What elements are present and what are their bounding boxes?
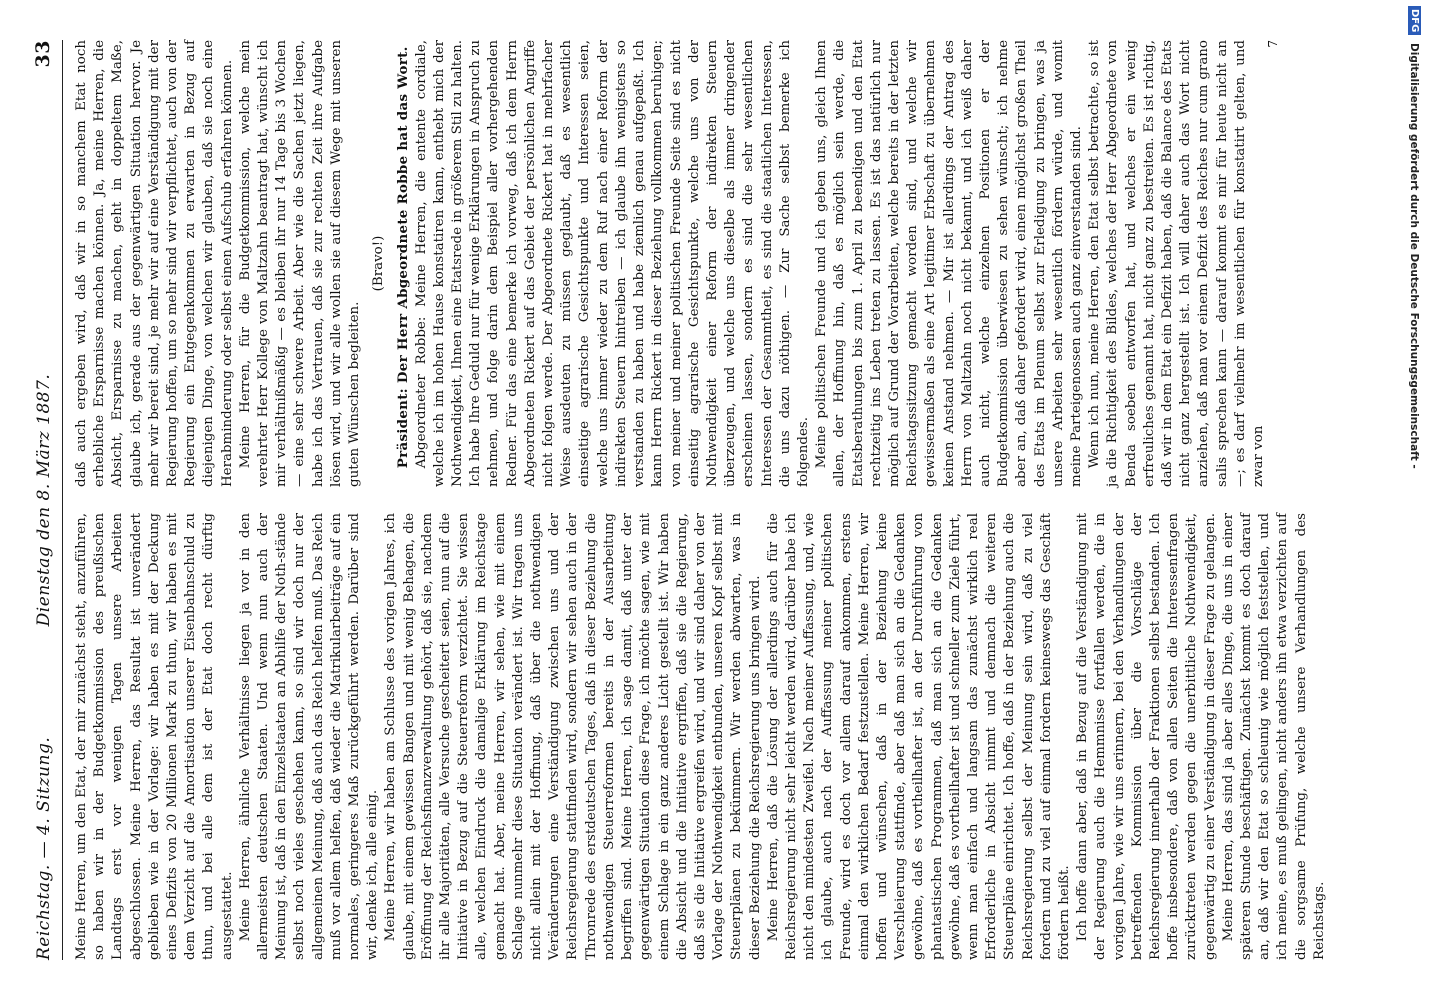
paragraph: Meine Herren, das sind ja aber alles Dinge, die uns in einer späteren Stunde beschäftigen. Zunächst kommt es doch darauf an, daß wir den Etat so schleunig wie möglich feststellen, und ich meine, es muß gelingen, nicht anders ihn etwa verzichten auf die sorgsame Prüfung, welche unsere Verhandlungen des Reichstags. [1220,513,1327,960]
applause-note: (Bravo!) [371,235,387,292]
session-date: Dienstag den 8. März 1887. [34,373,54,627]
digitization-watermark [1402,0,1428,1000]
paragraph: Meine Herren, wir haben am Schlusse des vorigen Jahres, ich glaube, mit einem gewissen Bangen und mit wenig Behagen, die Eröffnung der Reichsfinanzverwaltung gehört, daß sie, nachdem ihr alle Majoritäten, alle Versuche gescheitert seien, nun auf die Initiative in Bezug auf die Steuerreform verzichtet. Sie wissen alle, welchen Eindruck die damalige Erklärung im Reichstage gemacht hat. Aber, meine Herren, wir sehen, wie mit einem Schlage nunmehr diese Situation verändert ist. Wir tragen uns nicht allein mit der Hoffnung, daß über die nothwendigen Veränderungen eine Verständigung zwischen uns und der Reichsregierung stattfinden wird, sondern wir sehen auch in der Thronrede des erstdeutschen Tages, daß in dieser Beziehung die nothwendigen Steuerreformen bereits in der Ausarbeitung begriffen sind. Meine Herren, ich sage damit, daß unter der gegenwärtigen Situation diese Frage, ich möchte sagen, wie mit einem Schlage in ein ganz anderes Licht gestellt ist. Wir haben die Absicht und die Initiative ergriffen, daß sie die Regierung, daß sie die Initiative ergreifen wird, und wir sind daher von der Vorlage der Nothwendigkeit entbunden, unseren Kopf selbst mit Steuerplänen zu bekümmern. Wir werden abwarten, was in dieser Beziehung die Reichsregierung uns bringen wird. [383,513,763,960]
dfg-logo: DFG [1408,6,1421,35]
paragraph: Wenn ich nun, meine Herren, den Etat selbst betrachte, so ist ja die Richtigkeit des Bildes, welches der Herr Abgeordnete von Benda soeben entworfen hat, und welches er ein wenig erfreuliches genannt hat, nicht ganz zu bestreiten. Es ist richtig, daß wir in dem Etat ein Defizit haben, daß die Balance des Etats nicht ganz hergestellt ist. Ich will daher auch das Wort nicht anziehen, daß man vor einem Defizit des Reiches nur cum grano salis sprechen kann — darauf kommt es mir für heute nicht an —; es darf vielmehr im wesentlichen für konstatirt gelten, und zwar von [1087,40,1266,487]
paragraph: Meine Herren, daß die Lösung der allerdings auch für die Reichsregierung nicht sehr leicht werden wird, darüber habe ich nicht den mindesten Zweifel. Nach meiner Auffassung, und, wie ich glaube, auch nach der Auffassung meiner politischen Freunde, wird es doch vor allem darauf ankommen, erstens einmal den wirklichen Bedarf festzustellen. Meine Herren, wir hoffen und wünschen, daß in der Beziehung keine Verschleierung stattfinde, aber daß man sich an die Gedanken gewöhne, daß es vortheilhafter ist, an der Durchführung von phantastischen Programmen, daß man sich an die Gedanken gewöhne, daß es vortheilhafter ist und schneller zum Ziele führt, wenn man einfach und langsam das zunächst wirklich real Erforderliche in Absicht nimmt und demnach die weiteren Steuerpläne einrichtet. Ich hoffe, daß in der Beziehung auch die Reichsregierung selbst der Meinung sein wird, daß zu viel fordern und zu viel auf einmal fordern keineswegs das Geschäft fördern heißt. [765,513,1072,960]
speaker-intro: Präsident: Der Herr Abgeordnete Robbe hat das Wort. [395,46,412,469]
paragraph: Meine politischen Freunde und ich geben uns, gleich Ihnen allen, der Hoffnung hin, daß es möglich sein werde, die Etatsberathungen bis zum 1. April zu beendigen und den Etat rechtzeitig ins Leben treten zu lassen. Es ist das natürlich nur möglich auf Grund der Vorarbeiten, welche bereits in der letzten Reichstagssitzung gemacht worden sind, und welche wir gewissermaßen als eine Art legitimer Erbschaft zu übernehmen keinen Anstand nehmen. — Mir ist allerdings der Antrag des Herrn von Maltzahn noch nicht bekannt, und ich weiß daher auch nicht, welche einzelnen Positionen er der Budgetkommission überwiesen zu sehen wünscht; ich nehme aber an, daß daher gefordert wird, einen möglichst großen Theil des Etats im Plenum selbst zur Erledigung zu bringen, was ja unsere Arbeiten sehr wesentlich fördern würde, und womit meine Parteigenossen auch ganz einverstanden sind. [814,40,1084,487]
paragraph: Meine Herren, ähnliche Verhältnisse liegen ja vor in den allermeisten deutschen Staaten. Und wenn nun auch der Meinung ist, daß in den Einzelstaaten an Abhilfe der Noth-stände selbst noch vieles geschehen kann, so sind wir doch nur der allgemeinen Meinung, daß auch das Reich helfen muß. Das Reich muß vor allem helfen, daß wieder die Matrikularbeiträge auf ein normales, geringeres Maß zurückgeführt werden. Darüber sind wir, denke ich, alle einig. [237,513,381,960]
page-header [30,40,63,960]
running-title: Reichstag. — 4. Sitzung. [34,736,54,960]
paragraph: Meine Herren, für die Budgetkommission, welche mein verehrter Herr Kollege von Maltzahn beantragt hat, wünscht ich mir verhältnißmäßig — es bleiben ihr nur 14 Tage bis 3 Wochen — eine sehr schwere Arbeit. Aber wie die Sachen jetzt liegen, habe ich das Vertrauen, daß sie zur rechten Zeit ihre Aufgabe lösen wird, und wir alle wollen sie auf diesem Wege mit unseren guten Wünschen begleiten. [237,40,363,487]
left-column [73,513,1329,960]
watermark-text: Digitalisierung gefördert durch die Deutsche Forschungsgemeinschaft - [1408,43,1420,469]
paragraph: Ich hoffe dann aber, daß in Bezug auf die Verständigung mit der Regierung auch die Hemmnisse fortfallen werden, die in vorigen Jahre, wie wir uns erinnern, bei den Verhandlungen der betreffenden Kommission über die Vorschläge der Reichsregierung innerhalb der Fraktionen selbst bestanden. Ich hoffe insbesondere, daß von allen Seiten die Interessenfragen zurücktreten werden gegen die unerbittliche Nothwendigkeit, gegenwärtig zu einer Verständigung in dieser Frage zu gelangen. [1075,513,1218,960]
sheet-signature: 7 [1266,40,1281,48]
watermark-text-block [1408,6,1421,469]
page-number: 33 [32,40,54,68]
right-column [73,40,1329,487]
paragraph: daß auch ergeben wird, daß wir in so manchem Etat noch erhebliche Ersparnisse machen können. Ja, meine Herren, die Absicht, Ersparnisse zu machen, geht in doppeltem Maße, glaube ich, gerade aus der gegenwärtigen Situation hervor. Je mehr wir bereit sind, je mehr wir auf eine Verständigung mit der Regierung hoffen, um so mehr sind wir verpflichtet, auch von der Regierung ein Entgegenkommen zu erwarten in Bezug auf diejenigen Dinge, von welchen wir glauben, daß sie noch eine Herabminderung oder selbst einen Aufschub erfahren können. [74,40,235,487]
paragraph: Meine Herren, um den Etat, der mir zunächst steht, anzuführen, so haben wir in der Budgetkommission des preußischen Landtags erst vor wenigen Tagen unsere Arbeiten abgeschlossen. Meine Herren, das Resultat ist unverändert geblieben wie in der Vorlage: wir haben es mit der Deckung eines Defizits von 20 Millionen Mark zu thun, wir haben es mit dem Verzicht auf die Amortisation unserer Eisenbahnschuld zu thun, und bei alle dem ist der Etat doch recht dürftig ausgestattet. [74,513,235,960]
text-columns [73,40,1329,960]
paragraph: Abgeordneter Robbe: Meine Herren, die entente cordiale, welche ich im hohen Hause konstatiren kann, enthebt mich der Nothwendigkeit, Ihnen eine Etatsrede in größerem Stil zu halten. Ich habe Ihre Geduld nur für wenige Erklärungen in Anspruch zu nehmen, und folge darin dem Beispiel aller vorhergehenden Redner. Für das eine bemerke ich vorweg, daß ich dem Herrn Abgeordneten Rickert auf das Gebiet der persönlichen Angriffe nicht folgen werde. Der Abgeordnete Rickert hat in mehrfacher Weise ausdeuten zu müssen geglaubt, daß es wesentlich einseitige agrarische Gesichtspunkte und Interessen seien, welche uns immer wieder zu dem Ruf nach einer Reform der indirekten Steuern hintreiben — ich glaube ihn wenigstens so verstanden zu haben und habe ziemlich genau aufgepaßt. Ich kann Herrn Rickert in dieser Beziehung vollkommen beruhigen; von meiner und meiner politischen Freunde Seite sind es nicht einseitig agrarische Gesichtspunkte, welche uns von der Nothwendigkeit einer Reform der indirekten Steuern überzeugen, und welche uns dieselbe als immer dringender erscheinen lassen, sondern es sind die sehr wesentlichen Interessen der Gesammtheit, es sind die staatlichen Interessen, die uns dazu nöthigen. — Zur Sache selbst bemerke ich folgendes. [413,40,811,487]
